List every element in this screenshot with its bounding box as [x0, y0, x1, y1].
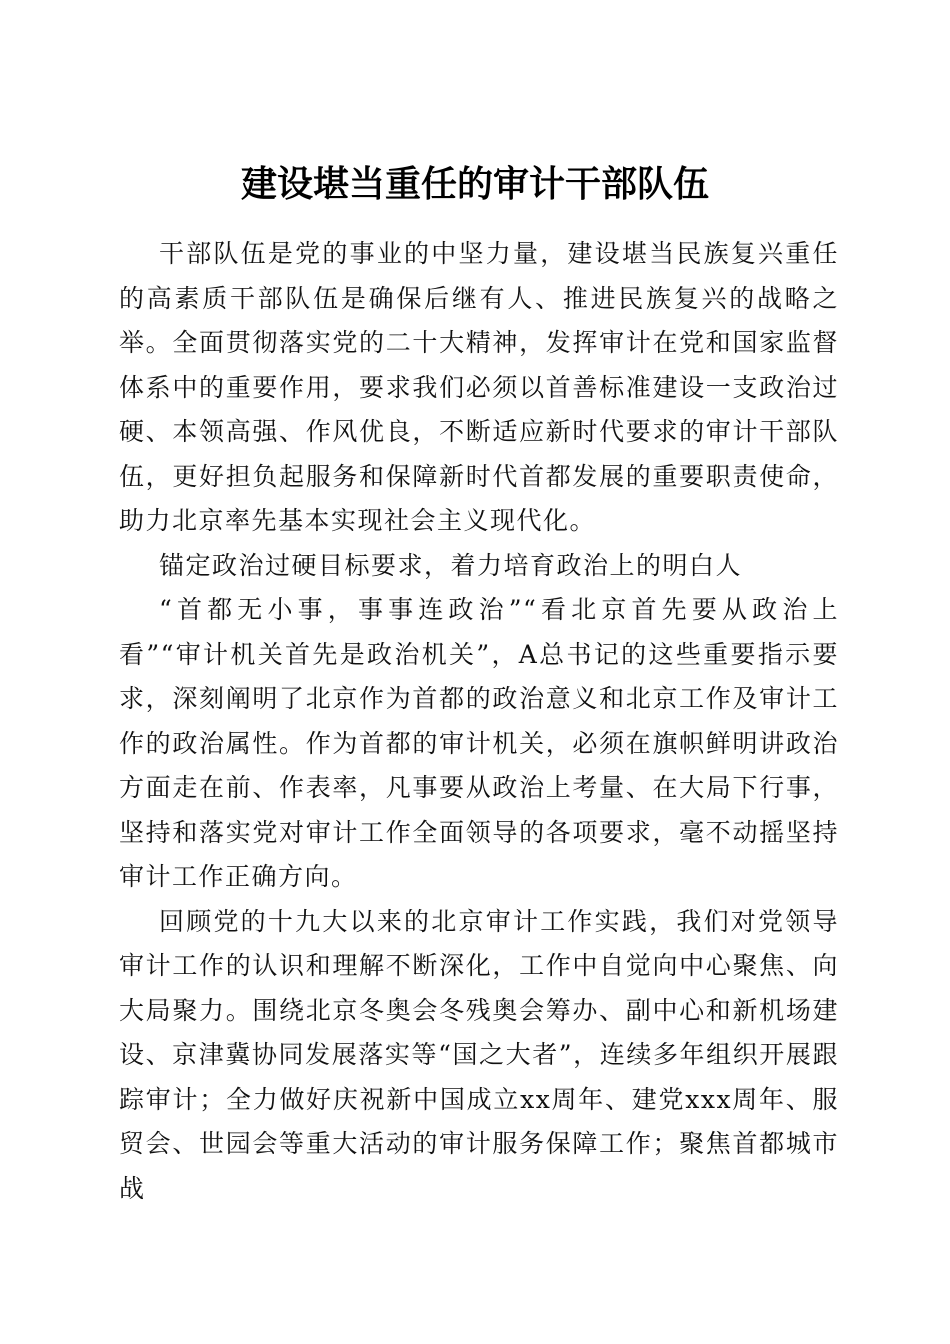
paragraph-political: “首都无小事，事事连政治”“看北京首先要从政治上看”“审计机关首先是政治机关”，A总书记的这些重要指示要求，深刻阐明了北京作为首都的政治意义和北京工作及审计工作的政治属性。作为首都的审计机关，必须在旗帜鲜明讲政治方面走在前、作表率，凡事要从政治上考量、在大局下行事，坚持和落实党对审计工作全面领导的各项要求，毫不动摇坚持审计工作正确方向。: [119, 595, 839, 891]
document-body: [119, 232, 839, 1211]
paragraph-intro: 干部队伍是党的事业的中坚力量，建设堪当民族复兴重任的高素质干部队伍是确保后继有人、推进民族复兴的战略之举。全面贯彻落实党的二十大精神，发挥审计在党和国家监督体系中的重要作用，要求我们必须以首善标准建设一支政治过硬、本领高强、作风优良，不断适应新时代要求的审计干部队伍，更好担负起服务和保障新时代首都发展的重要职责使命，助力北京率先基本实现社会主义现代化。: [119, 239, 839, 535]
paragraph-review: 回顾党的十九大以来的北京审计工作实践，我们对党领导审计工作的认识和理解不断深化，工作中自觉向中心聚焦、向大局聚力。围绕北京冬奥会冬残奥会筹办、副中心和新机场建设、京津冀协同发展落实等“国之大者”，连续多年组织开展跟踪审计；全力做好庆祝新中国成立xx周年、建党xxx周年、服贸会、世园会等重大活动的审计服务保障工作；聚焦首都城市战: [119, 906, 839, 1203]
document-title: 建设堪当重任的审计干部队伍: [240, 163, 709, 206]
section-heading: 锚定政治过硬目标要求，着力培育政治上的明白人: [159, 550, 743, 580]
